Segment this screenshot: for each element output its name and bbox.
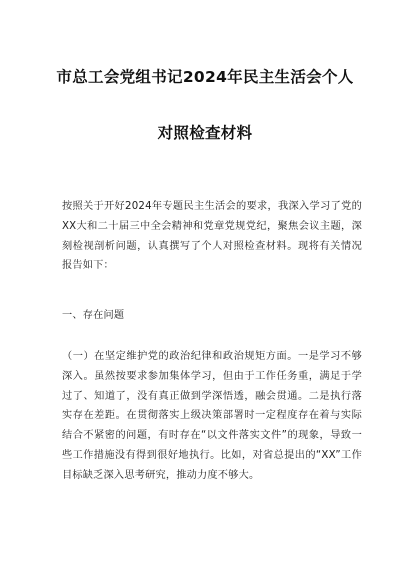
document-title-line1: 市总工会党组书记2024年民主生活会个人 — [56, 68, 354, 86]
body-paragraph: （一）在坚定维护党的政治纪律和政治规矩方面。一是学习不够深入。虽然按要求参加集体学习，但由于工作任务重，满足于学过了、知道了，没有真正做到学深悟透，融会贯通。二是执行落实存在差距。在贯彻落实上级决策部署时一定程度存在着与实际结合不紧密的问题，有时存在“以文件落实文件”的现象，导致一些工作措施没有得到很好地执行。比如，对省总提出的“XX”工作目标缺乏深入思考研究，推动力度不够大。 — [62, 351, 362, 481]
section-heading: 一、存在问题 — [62, 310, 125, 321]
intro-paragraph: 按照关于开好2024年专题民主生活会的要求，我深入学习了党的XX大和二十届三中全会精神和党章党规党纪，聚焦会议主题，深刻检视剖析问题，认真撰写了个人对照检查材料。现将有关情况报告如下： — [62, 201, 362, 272]
document-title-line2: 对照检查材料 — [157, 124, 253, 142]
